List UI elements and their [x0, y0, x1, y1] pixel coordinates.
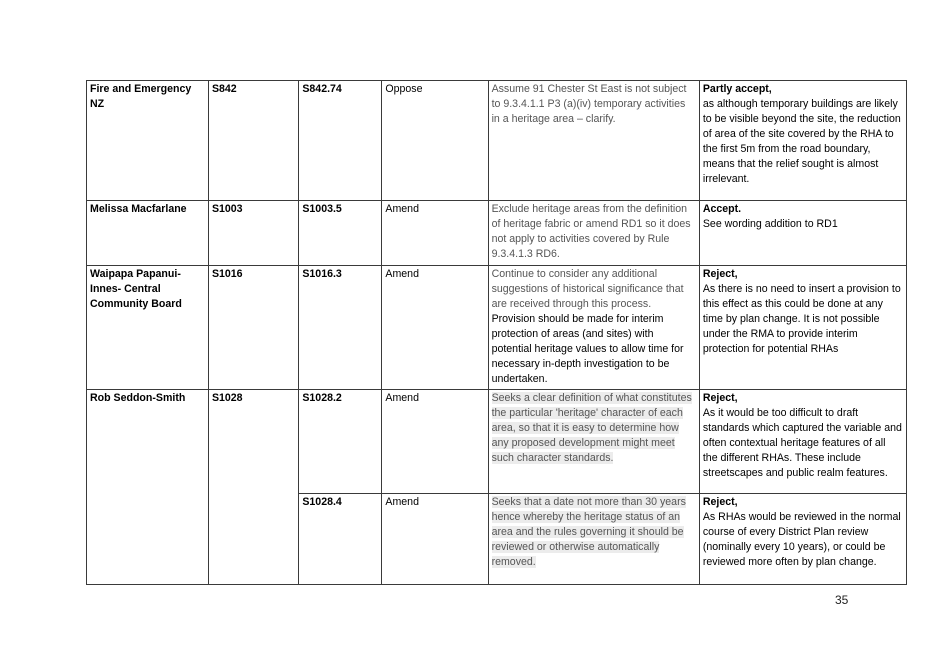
submission-summary: [488, 390, 699, 494]
submission-position: Oppose: [382, 81, 488, 201]
submission-position: Amend: [382, 494, 488, 585]
submission-summary: [488, 81, 699, 201]
summary-text: Seeks that a date not more than 30 years hence whereby the heritage status of an area and the rules governing it should be reviewed or otherwise automatically removed.: [491, 496, 686, 568]
table-row: [87, 81, 907, 201]
recommendation-reason: As there is no need to insert a provision to this effect as this could be done at any time by plan change. It is not possible under the RMA to provide interim protection for potential RHAs: [702, 283, 901, 355]
submission-summary: [488, 201, 699, 266]
summary-text: Seeks a clear definition of what constitutes the particular 'heritage' character of each area, so that it is easy to determine how any proposed development might meet such character standards.: [491, 392, 692, 464]
submissions-table: [86, 80, 907, 585]
recommendation-cell: [699, 390, 906, 494]
submission-number: S1028: [208, 390, 298, 585]
recommendation-reason: as although temporary buildings are likely to be visible beyond the site, the reduction of area of the site covered by the RHA to the first 5m from the road boundary, means that the relief sought is almost irrelevant.: [702, 98, 901, 185]
summary-text: Exclude heritage areas from the definition of heritage fabric or amend RD1 so it does not apply to activities covered by Rule 9.3.4.1.3 RD6.: [491, 203, 691, 260]
submission-summary: [488, 266, 699, 390]
recommendation-decision: Reject,: [702, 268, 738, 280]
recommendation-decision: Accept.: [702, 203, 742, 215]
summary-text: Continue to consider any additional suggestions of historical significance that are received through this process.: [491, 268, 684, 310]
recommendation-decision: Partly accept,: [702, 83, 772, 95]
recommendation-reason: As it would be too difficult to draft standards which captured the variable and often contextual heritage features of all the different RHAs. These include streetscapes and public realm features.: [702, 407, 902, 479]
recommendation-reason: As RHAs would be reviewed in the normal course of every District Plan review (nominally every 10 years), or could be reviewed more often by plan change.: [702, 511, 901, 568]
summary-text: Provision should be made for interim protection of areas (and sites) with potential heritage values to allow time for necessary in-depth investigation to be undertaken.: [491, 313, 684, 385]
table-row: [87, 266, 907, 390]
page-number: 35: [835, 593, 849, 607]
summary-text: Assume 91 Chester St East is not subject to 9.3.4.1.1 P3 (a)(iv) temporary activities in a heritage area – clarify.: [491, 83, 687, 125]
submission-position: Amend: [382, 201, 488, 266]
recommendation-cell: [699, 494, 906, 585]
submission-point: S1028.4: [299, 494, 382, 585]
table-row: [87, 390, 907, 494]
recommendation-decision: Reject,: [702, 496, 738, 508]
submission-number: S842: [208, 81, 298, 201]
recommendation-cell: [699, 266, 906, 390]
submission-summary: [488, 494, 699, 585]
recommendation-cell: [699, 201, 906, 266]
recommendation-cell: [699, 81, 906, 201]
submission-point: S1003.5: [299, 201, 382, 266]
submission-number: S1003: [208, 201, 298, 266]
recommendation-decision: Reject,: [702, 392, 738, 404]
submitter-name: Fire and Emergency NZ: [87, 81, 209, 201]
submission-point: S1028.2: [299, 390, 382, 494]
submission-position: Amend: [382, 390, 488, 494]
recommendation-reason: See wording addition to RD1: [702, 218, 838, 230]
submitter-name: Waipapa Papanui-Innes- Central Community Board: [87, 266, 209, 390]
table-row: [87, 201, 907, 266]
submission-point: S842.74: [299, 81, 382, 201]
submission-number: S1016: [208, 266, 298, 390]
submitter-name: Melissa Macfarlane: [87, 201, 209, 266]
submission-point: S1016.3: [299, 266, 382, 390]
submission-position: Amend: [382, 266, 488, 390]
submitter-name: Rob Seddon-Smith: [87, 390, 209, 585]
